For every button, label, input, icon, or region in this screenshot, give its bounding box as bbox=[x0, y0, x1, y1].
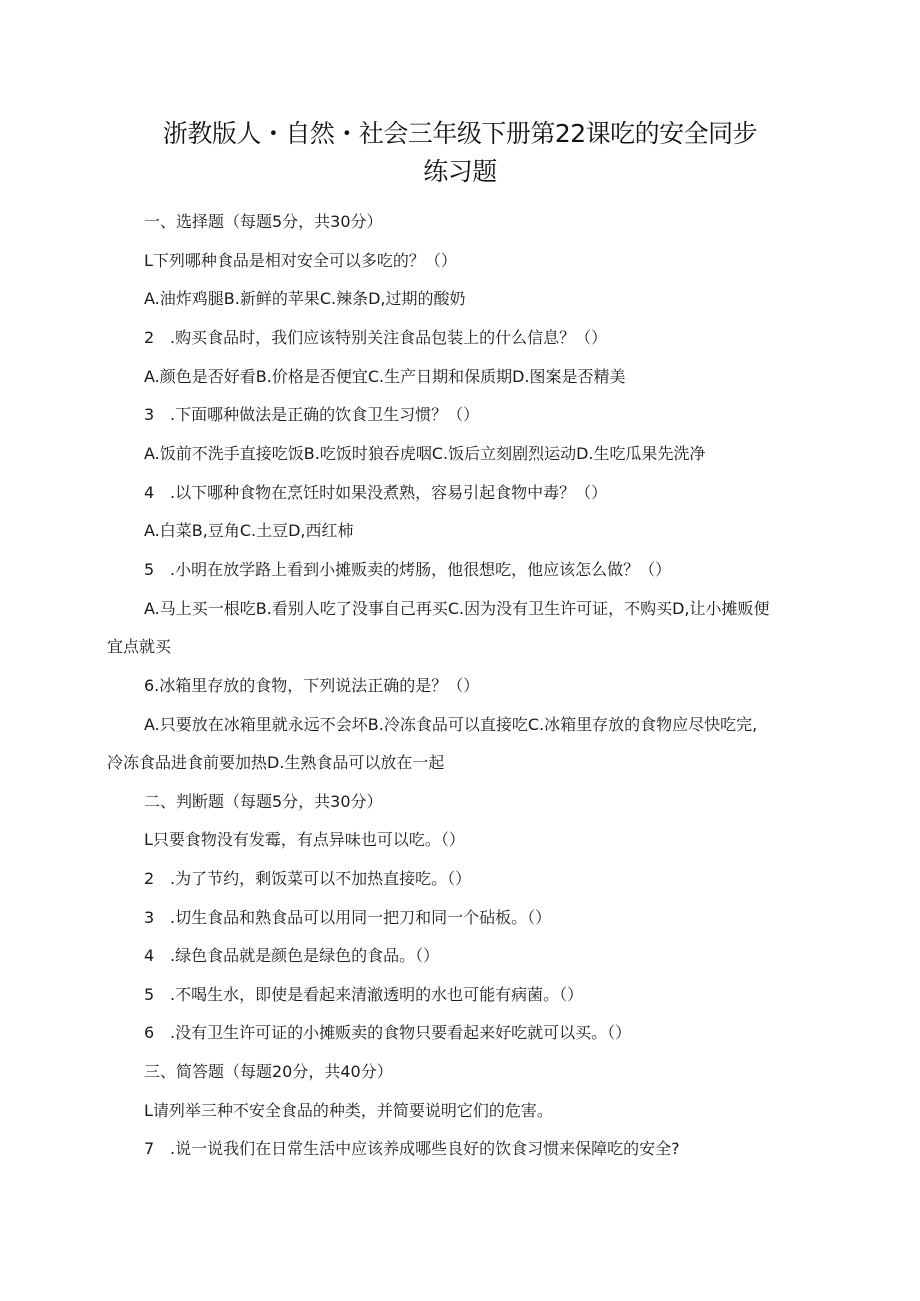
s1-question3 bbox=[144, 404, 479, 426]
s2-question5 bbox=[144, 984, 583, 1006]
section2-heading: 二、判断题（每题5分，共30分） bbox=[144, 792, 383, 811]
s1-question2 bbox=[144, 327, 607, 349]
s1-question6-options-line2: 冷冻食品进食前要加热D.生熟食品可以放在一起 bbox=[107, 753, 445, 772]
document-title-line1: 浙教版人・自然・社会三年级下册第22课吃的安全同步 bbox=[162, 119, 758, 148]
s1-question5-options-line1: A.马上买一根吃B.看别人吃了没事自己再买C.因为没有卫生许可证，不购买D,让小摊贩便 bbox=[144, 599, 770, 618]
question-text: .下面哪种做法是正确的饮食卫生习惯？（） bbox=[170, 405, 480, 424]
question-number: 3 bbox=[144, 908, 155, 927]
question-text: .说一说我们在日常生活中应该养成哪些良好的饮食习惯来保障吃的安全? bbox=[170, 1139, 680, 1158]
s1-question5-options-line2: 宜点就买 bbox=[107, 637, 172, 656]
s1-question4-options: A.白菜B,豆角C.土豆D,西红柿 bbox=[144, 521, 354, 540]
s1-question2-options: A.颜色是否好看B.价格是否便宜C.生产日期和保质期D.图案是否精美 bbox=[144, 367, 626, 386]
question-text: .不喝生水，即使是看起来清澈透明的水也可能有病菌。（） bbox=[170, 985, 584, 1004]
question-number: 4 bbox=[144, 483, 155, 502]
s1-question1-options: A.油炸鸡腿B.新鲜的苹果C.辣条D,过期的酸奶 bbox=[144, 289, 466, 308]
s2-question3 bbox=[144, 907, 551, 929]
s3-question2 bbox=[144, 1138, 680, 1160]
s1-question5 bbox=[144, 559, 671, 581]
question-number: 2 bbox=[144, 869, 155, 888]
question-number: 4 bbox=[144, 946, 155, 965]
s1-question6-options-line1: A.只要放在冰箱里就永远不会坏B.冷冻食品可以直接吃C.冰箱里存放的食物应尽快吃完, bbox=[144, 715, 758, 734]
question-number: 5 bbox=[144, 560, 155, 579]
section3-heading: 三、简答题（每题20分，共40分） bbox=[144, 1062, 393, 1081]
s2-question6 bbox=[144, 1022, 631, 1044]
s1-question4 bbox=[144, 482, 607, 504]
section1-heading: 一、选择题（每题5分，共30分） bbox=[144, 212, 383, 231]
s1-question1: L下列哪种食品是相对安全可以多吃的？（） bbox=[144, 251, 457, 270]
question-text: .绿色食品就是颜色是绿色的食品。（） bbox=[170, 946, 440, 965]
question-number: 3 bbox=[144, 405, 155, 424]
s1-question3-options: A.饭前不洗手直接吃饭B.吃饭时狼吞虎咽C.饭后立刻剧烈运动D.生吃瓜果先洗净 bbox=[144, 444, 706, 463]
s1-question6: 6.冰箱里存放的食物，下列说法正确的是？（） bbox=[144, 676, 480, 695]
question-text: .没有卫生许可证的小摊贩卖的食物只要看起来好吃就可以买。（） bbox=[170, 1023, 632, 1042]
question-number: 6 bbox=[144, 1023, 155, 1042]
question-text: .购买食品时，我们应该特别关注食品包装上的什么信息？（） bbox=[170, 328, 608, 347]
question-text: .为了节约，剩饭菜可以不加热直接吃。（） bbox=[170, 869, 472, 888]
s2-question2 bbox=[144, 868, 471, 890]
question-text: .切生食品和熟食品可以用同一把刀和同一个砧板。（） bbox=[170, 908, 552, 927]
document-title-line2: 练习题 bbox=[423, 157, 497, 186]
question-number: 2 bbox=[144, 328, 155, 347]
question-number: 5 bbox=[144, 985, 155, 1004]
s3-question1: L请列举三种不安全食品的种类，并简要说明它们的危害。 bbox=[144, 1101, 553, 1120]
s2-question1: L只要食物没有发霉，有点异味也可以吃。（） bbox=[144, 830, 465, 849]
s2-question4 bbox=[144, 945, 439, 967]
question-text: .以下哪种食物在烹饪时如果没煮熟，容易引起食物中毒？（） bbox=[170, 483, 608, 502]
question-number: 7 bbox=[144, 1139, 155, 1158]
question-text: .小明在放学路上看到小摊贩卖的烤肠，他很想吃，他应该怎么做？（） bbox=[170, 560, 672, 579]
